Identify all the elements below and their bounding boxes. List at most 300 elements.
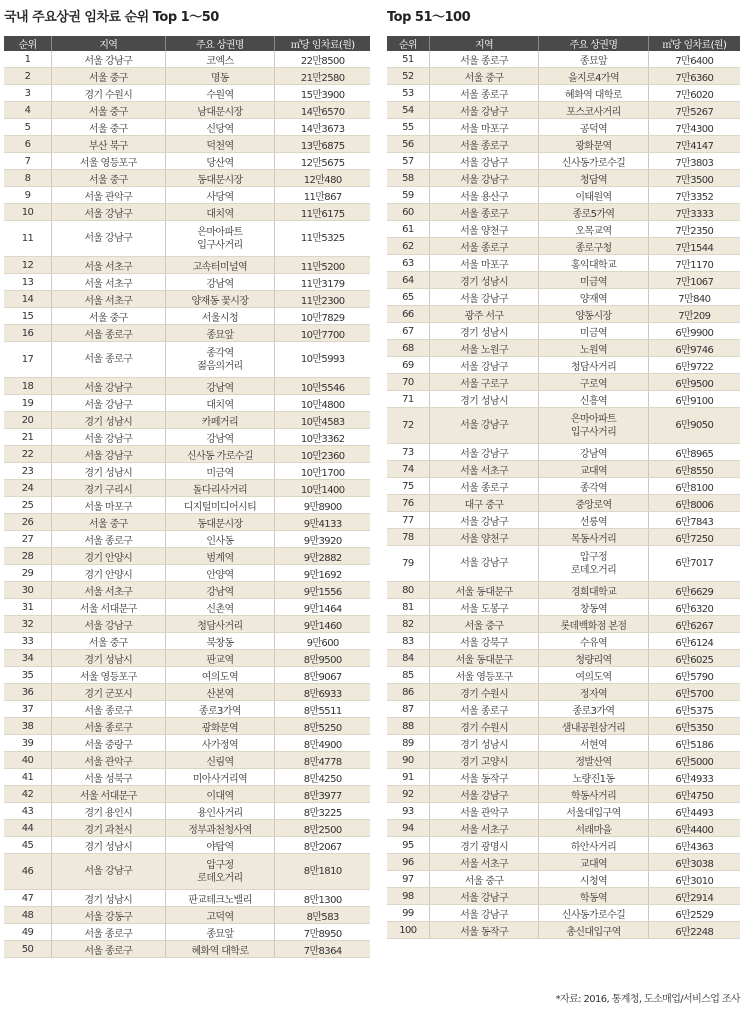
cell-rent: 8만5511: [275, 701, 370, 718]
header-district: 주요 상권명: [165, 36, 275, 51]
cell-district: 미금역: [539, 323, 648, 340]
cell-rent: 9만1464: [275, 599, 370, 616]
cell-rent: 6만9900: [648, 323, 740, 340]
cell-district: 고덕역: [165, 907, 275, 924]
cell-rank: 88: [387, 718, 429, 735]
cell-rank: 73: [387, 444, 429, 461]
table-row: [4, 633, 370, 650]
cell-region: 서울 동작구: [429, 922, 538, 939]
cell-region: 서울 강남구: [52, 854, 165, 890]
cell-rent: 6만6267: [648, 616, 740, 633]
cell-rank: 4: [4, 102, 52, 119]
cell-region: 서울 종로구: [429, 51, 538, 68]
cell-rent: 8만1300: [275, 890, 370, 907]
cell-rent: 8만4250: [275, 769, 370, 786]
cell-rank: 8: [4, 170, 52, 187]
cell-rent: 8만9500: [275, 650, 370, 667]
cell-region: 서울 강남구: [429, 102, 538, 119]
cell-rank: 70: [387, 374, 429, 391]
table-row: [4, 429, 370, 446]
cell-district: 학동사거리: [539, 786, 648, 803]
cell-rank: 84: [387, 650, 429, 667]
cell-district: 경희대학교: [539, 582, 648, 599]
cell-rent: 8만2500: [275, 820, 370, 837]
cell-district: 서울시청: [165, 308, 275, 325]
cell-rent: 6만6629: [648, 582, 740, 599]
cell-region: 서울 강남구: [52, 395, 165, 412]
cell-rent: 7만209: [648, 306, 740, 323]
cell-rent: 6만6320: [648, 599, 740, 616]
cell-region: 서울 마포구: [52, 497, 165, 514]
cell-rent: 9만4133: [275, 514, 370, 531]
table-row: [4, 548, 370, 565]
cell-rank: 33: [4, 633, 52, 650]
cell-rent: 9만2882: [275, 548, 370, 565]
cell-rent: 7만4147: [648, 136, 740, 153]
table-row: [387, 153, 740, 170]
table-row: [4, 786, 370, 803]
cell-district: 강남역: [165, 429, 275, 446]
cell-region: 서울 강남구: [429, 786, 538, 803]
cell-region: 경기 성남시: [52, 890, 165, 907]
cell-region: 서울 중구: [429, 68, 538, 85]
cell-district: 판교역: [165, 650, 275, 667]
table-row: [387, 616, 740, 633]
cell-region: 서울 종로구: [52, 924, 165, 941]
cell-region: 경기 안양시: [52, 565, 165, 582]
table-row: [387, 803, 740, 820]
table-row: [387, 922, 740, 939]
cell-district: 카페거리: [165, 412, 275, 429]
cell-district: 압구정 로데오거리: [539, 546, 648, 582]
cell-region: 서울 강남구: [52, 204, 165, 221]
cell-region: 서울 강남구: [52, 446, 165, 463]
cell-rent: 7만6360: [648, 68, 740, 85]
cell-district: 서래마을: [539, 820, 648, 837]
cell-region: 서울 종로구: [52, 531, 165, 548]
cell-region: 서울 서초구: [429, 820, 538, 837]
cell-region: 경기 용인시: [52, 803, 165, 820]
table-row: [387, 769, 740, 786]
cell-district: 목동사거리: [539, 529, 648, 546]
cell-rent: 6만9746: [648, 340, 740, 357]
header-rent: ㎡당 임차료(원): [275, 36, 370, 51]
cell-rank: 97: [387, 871, 429, 888]
cell-rent: 7만6020: [648, 85, 740, 102]
table-row: [387, 306, 740, 323]
table-row: [4, 85, 370, 102]
cell-region: 서울 종로구: [429, 85, 538, 102]
cell-rank: 6: [4, 136, 52, 153]
cell-rent: 6만5350: [648, 718, 740, 735]
table-row: [4, 153, 370, 170]
cell-region: 서울 강남구: [429, 888, 538, 905]
table-row: [4, 378, 370, 395]
table-row: [4, 102, 370, 119]
cell-district: 중앙로역: [539, 495, 648, 512]
cell-region: 경기 구리시: [52, 480, 165, 497]
table-row: [4, 204, 370, 221]
cell-region: 부산 북구: [52, 136, 165, 153]
cell-region: 서울 중구: [52, 102, 165, 119]
table-row: [387, 102, 740, 119]
cell-region: 경기 성남시: [52, 463, 165, 480]
cell-district: 샘내공원삼거리: [539, 718, 648, 735]
cell-region: 서울 중구: [52, 514, 165, 531]
cell-rent: 7만4300: [648, 119, 740, 136]
table-row: [4, 136, 370, 153]
panel-title: Top 51～100: [387, 10, 471, 25]
table-row: [387, 136, 740, 153]
cell-rank: 17: [4, 342, 52, 378]
cell-rank: 13: [4, 274, 52, 291]
cell-rank: 89: [387, 735, 429, 752]
cell-region: 서울 강남구: [52, 378, 165, 395]
cell-rank: 55: [387, 119, 429, 136]
cell-rent: 6만9100: [648, 391, 740, 408]
cell-district: 오목교역: [539, 221, 648, 238]
cell-district: 종묘앞: [165, 924, 275, 941]
cell-rank: 46: [4, 854, 52, 890]
cell-rent: 11만6175: [275, 204, 370, 221]
cell-rank: 28: [4, 548, 52, 565]
cell-district: 미아사거리역: [165, 769, 275, 786]
cell-rent: 6만5186: [648, 735, 740, 752]
cell-district: 을지로4가역: [539, 68, 648, 85]
table-row: [387, 391, 740, 408]
cell-rent: 6만9500: [648, 374, 740, 391]
cell-rent: 8만1810: [275, 854, 370, 890]
cell-district: 신흥역: [539, 391, 648, 408]
cell-region: 서울 중구: [52, 633, 165, 650]
table-row: [4, 820, 370, 837]
cell-rank: 98: [387, 888, 429, 905]
table-row: [4, 412, 370, 429]
cell-rent: 7만3333: [648, 204, 740, 221]
table-row: [387, 701, 740, 718]
header-rank: 순위: [4, 36, 52, 51]
cell-rent: 6만4933: [648, 769, 740, 786]
cell-rank: 7: [4, 153, 52, 170]
cell-district: 남대문시장: [165, 102, 275, 119]
cell-rent: 7만8364: [275, 941, 370, 958]
cell-district: 홍익대학교: [539, 255, 648, 272]
cell-rent: 7만3803: [648, 153, 740, 170]
table-row: [387, 357, 740, 374]
cell-rent: 11만5325: [275, 221, 370, 257]
cell-rank: 59: [387, 187, 429, 204]
cell-rank: 29: [4, 565, 52, 582]
cell-rank: 72: [387, 408, 429, 444]
cell-region: 서울 강남구: [429, 289, 538, 306]
cell-rank: 64: [387, 272, 429, 289]
cell-region: 서울 동대문구: [429, 650, 538, 667]
cell-district: 대치역: [165, 395, 275, 412]
cell-rent: 8만3977: [275, 786, 370, 803]
cell-region: 경기 과천시: [52, 820, 165, 837]
cell-region: 서울 구로구: [429, 374, 538, 391]
cell-region: 서울 강남구: [429, 408, 538, 444]
table-row: [4, 907, 370, 924]
table-row: [387, 718, 740, 735]
table-row: [387, 905, 740, 922]
table-row: [387, 204, 740, 221]
cell-district: 광화문역: [539, 136, 648, 153]
cell-region: 서울 양천구: [429, 529, 538, 546]
cell-district: 수유역: [539, 633, 648, 650]
table-row: [4, 582, 370, 599]
table-row: [4, 342, 370, 378]
cell-rent: 6만9722: [648, 357, 740, 374]
cell-rank: 66: [387, 306, 429, 323]
cell-rent: 6만2248: [648, 922, 740, 939]
cell-rent: 6만8006: [648, 495, 740, 512]
cell-rent: 9만1556: [275, 582, 370, 599]
table-row: [387, 684, 740, 701]
table-row: [387, 529, 740, 546]
cell-rent: 8만4778: [275, 752, 370, 769]
cell-rank: 30: [4, 582, 52, 599]
cell-region: 서울 중구: [52, 68, 165, 85]
cell-district: 노원역: [539, 340, 648, 357]
cell-rent: 6만4363: [648, 837, 740, 854]
cell-district: 수원역: [165, 85, 275, 102]
table-row: [387, 735, 740, 752]
table-row: [4, 480, 370, 497]
cell-rent: 8만6933: [275, 684, 370, 701]
cell-region: 경기 군포시: [52, 684, 165, 701]
cell-rank: 77: [387, 512, 429, 529]
cell-district: 학동역: [539, 888, 648, 905]
cell-rent: 10만7700: [275, 325, 370, 342]
cell-rank: 67: [387, 323, 429, 340]
cell-region: 경기 성남시: [429, 735, 538, 752]
cell-district: 서현역: [539, 735, 648, 752]
cell-rank: 82: [387, 616, 429, 633]
cell-region: 경기 수원시: [429, 718, 538, 735]
cell-district: 종로구청: [539, 238, 648, 255]
cell-region: 경기 고양시: [429, 752, 538, 769]
table-row: [4, 803, 370, 820]
cell-rent: 6만3038: [648, 854, 740, 871]
cell-region: 경기 성남시: [429, 391, 538, 408]
cell-region: 서울 영등포구: [52, 153, 165, 170]
left-panel: [4, 0, 370, 958]
header-region: 지역: [52, 36, 165, 51]
cell-district: 사당역: [165, 187, 275, 204]
cell-rent: 9만600: [275, 633, 370, 650]
table-row: [4, 119, 370, 136]
cell-district: 광화문역: [165, 718, 275, 735]
cell-rank: 74: [387, 461, 429, 478]
cell-rank: 23: [4, 463, 52, 480]
rent-ranking-table: [387, 36, 740, 939]
cell-region: 서울 강남구: [429, 546, 538, 582]
cell-region: 서울 종로구: [52, 342, 165, 378]
cell-region: 서울 종로구: [429, 136, 538, 153]
table-row: [387, 408, 740, 444]
cell-district: 명동: [165, 68, 275, 85]
cell-rank: 40: [4, 752, 52, 769]
cell-district: 종로3가역: [539, 701, 648, 718]
cell-district: 양동시장: [539, 306, 648, 323]
cell-rent: 6만6124: [648, 633, 740, 650]
cell-rank: 86: [387, 684, 429, 701]
table-row: [387, 119, 740, 136]
cell-district: 청담사거리: [165, 616, 275, 633]
table-row: [387, 238, 740, 255]
cell-rent: 7만1170: [648, 255, 740, 272]
cell-rent: 8만3225: [275, 803, 370, 820]
cell-rent: 10만7829: [275, 308, 370, 325]
cell-rank: 21: [4, 429, 52, 446]
table-row: [387, 837, 740, 854]
cell-region: 서울 중구: [429, 616, 538, 633]
cell-rent: 9만1692: [275, 565, 370, 582]
cell-rank: 56: [387, 136, 429, 153]
cell-district: 사가정역: [165, 735, 275, 752]
cell-region: 서울 서초구: [52, 582, 165, 599]
cell-district: 종로5가역: [539, 204, 648, 221]
cell-rank: 100: [387, 922, 429, 939]
header-rent: ㎡당 임차료(원): [648, 36, 740, 51]
cell-region: 서울 강남구: [52, 51, 165, 68]
cell-rent: 6만9050: [648, 408, 740, 444]
cell-region: 서울 종로구: [429, 701, 538, 718]
table-row: [4, 497, 370, 514]
table-row: [387, 374, 740, 391]
cell-rank: 71: [387, 391, 429, 408]
header-rank: 순위: [387, 36, 429, 51]
cell-district: 종묘앞: [165, 325, 275, 342]
cell-rank: 80: [387, 582, 429, 599]
table-row: [4, 446, 370, 463]
cell-rent: 6만7250: [648, 529, 740, 546]
cell-rank: 52: [387, 68, 429, 85]
cell-region: 서울 동작구: [429, 769, 538, 786]
table-row: [4, 463, 370, 480]
table-row: [387, 786, 740, 803]
cell-district: 혜화역 대학로: [539, 85, 648, 102]
cell-rank: 50: [4, 941, 52, 958]
cell-district: 청량리역: [539, 650, 648, 667]
cell-rank: 76: [387, 495, 429, 512]
cell-region: 서울 강남구: [429, 357, 538, 374]
cell-region: 서울 관악구: [52, 752, 165, 769]
table-row: [4, 718, 370, 735]
table-row: [387, 85, 740, 102]
cell-region: 경기 성남시: [52, 412, 165, 429]
cell-rank: 22: [4, 446, 52, 463]
cell-district: 총신대입구역: [539, 922, 648, 939]
cell-rent: 6만8100: [648, 478, 740, 495]
table-row: [4, 684, 370, 701]
table-row: [387, 633, 740, 650]
cell-rank: 38: [4, 718, 52, 735]
cell-region: 경기 성남시: [52, 650, 165, 667]
cell-rent: 10만1700: [275, 463, 370, 480]
table-row: [4, 51, 370, 68]
cell-region: 경기 성남시: [52, 837, 165, 854]
cell-rank: 44: [4, 820, 52, 837]
table-body: [4, 51, 370, 958]
source-note: *자료: 2016, 통계청, 도소매업/서비스업 조사: [555, 994, 740, 1005]
table-row: [387, 444, 740, 461]
cell-rank: 43: [4, 803, 52, 820]
table-row: [4, 187, 370, 204]
cell-rank: 9: [4, 187, 52, 204]
table-row: [387, 461, 740, 478]
cell-rent: 7만8950: [275, 924, 370, 941]
cell-district: 신사동가로수길: [539, 905, 648, 922]
cell-rent: 6만3010: [648, 871, 740, 888]
cell-rank: 61: [387, 221, 429, 238]
cell-rank: 63: [387, 255, 429, 272]
cell-rent: 6만4493: [648, 803, 740, 820]
table-row: [387, 667, 740, 684]
table-row: [387, 650, 740, 667]
cell-district: 강남역: [539, 444, 648, 461]
cell-district: 공덕역: [539, 119, 648, 136]
cell-rent: 14만6570: [275, 102, 370, 119]
cell-region: 서울 양천구: [429, 221, 538, 238]
cell-rank: 47: [4, 890, 52, 907]
table-row: [4, 701, 370, 718]
cell-district: 강남역: [165, 274, 275, 291]
cell-region: 경기 성남시: [429, 323, 538, 340]
cell-region: 서울 마포구: [429, 119, 538, 136]
cell-rent: 21만2580: [275, 68, 370, 85]
cell-district: 은마아파트 입구사거리: [539, 408, 648, 444]
cell-region: 경기 성남시: [429, 272, 538, 289]
cell-rank: 16: [4, 325, 52, 342]
cell-district: 정자역: [539, 684, 648, 701]
cell-district: 신촌역: [165, 599, 275, 616]
table-row: [4, 890, 370, 907]
cell-rent: 6만5790: [648, 667, 740, 684]
cell-rent: 22만8500: [275, 51, 370, 68]
cell-district: 서울대입구역: [539, 803, 648, 820]
cell-rank: 37: [4, 701, 52, 718]
cell-rank: 51: [387, 51, 429, 68]
cell-rent: 6만7843: [648, 512, 740, 529]
cell-district: 하안사거리: [539, 837, 648, 854]
cell-district: 미금역: [539, 272, 648, 289]
table-row: [387, 289, 740, 306]
table-row: [387, 582, 740, 599]
cell-region: 서울 관악구: [429, 803, 538, 820]
cell-rank: 42: [4, 786, 52, 803]
cell-rent: 7만2350: [648, 221, 740, 238]
cell-district: 여의도역: [165, 667, 275, 684]
cell-region: 서울 서대문구: [52, 599, 165, 616]
cell-rent: 6만4400: [648, 820, 740, 837]
cell-district: 교대역: [539, 461, 648, 478]
table-row: [4, 221, 370, 257]
cell-region: 서울 서대문구: [52, 786, 165, 803]
table-row: [4, 514, 370, 531]
cell-region: 광주 서구: [429, 306, 538, 323]
cell-rank: 54: [387, 102, 429, 119]
table-row: [4, 667, 370, 684]
cell-rank: 69: [387, 357, 429, 374]
right-panel: [387, 0, 740, 939]
cell-rank: 15: [4, 308, 52, 325]
cell-rent: 6만8550: [648, 461, 740, 478]
cell-rank: 14: [4, 291, 52, 308]
cell-region: 서울 종로구: [52, 325, 165, 342]
cell-rent: 7만3352: [648, 187, 740, 204]
